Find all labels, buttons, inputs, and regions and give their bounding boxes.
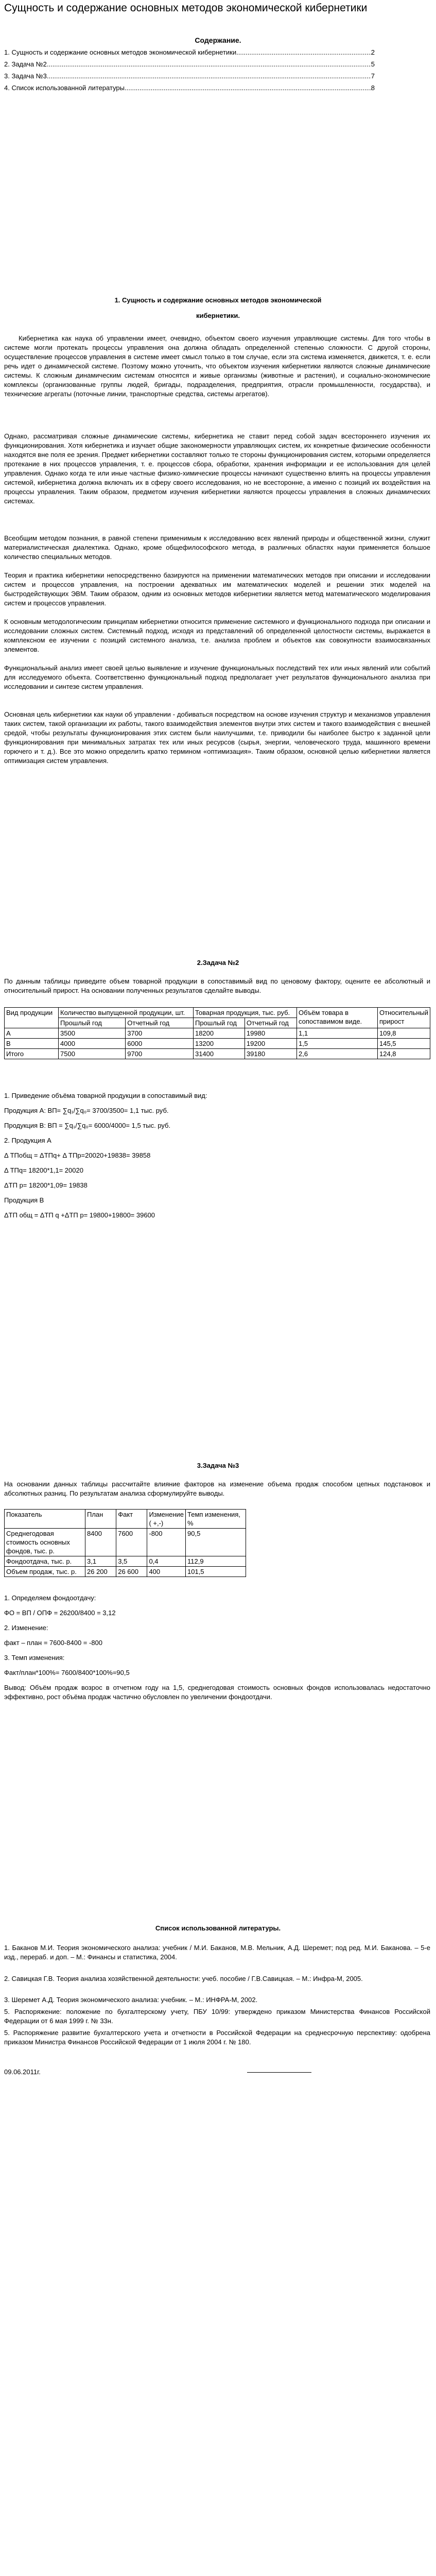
table-cell: 18200 [193,1028,245,1039]
table-cell: 3500 [59,1028,126,1039]
table-row [5,1049,430,1059]
table-header-cell: Вид продукции [5,1008,59,1028]
table-row [5,1039,430,1049]
section3-heading: 3.Задача №3 [197,1462,239,1469]
task3-table [4,1509,246,1577]
table-header-cell: Товарная продукция, тыс. руб. [193,1008,297,1018]
table-row [5,1028,430,1039]
table-header-cell: План [85,1510,116,1529]
section2-heading: 2.Задача №2 [197,959,239,967]
table-row [5,1529,246,1556]
toc-item-text: 3. Задача №3 [4,72,47,80]
toc-item-text: 1. Сущность и содержание основных методов экономической кибернетики [4,48,237,56]
table-cell: 1,1 [297,1028,378,1039]
table-header-cell: Факт [116,1510,147,1529]
section2-intro: По данным таблицы приведите объем товарной продукции в сопоставимый вид по ценовому фактору, оцените ее абсолютный и относительный прирост. На основании полученных результатов сделайте выводы. [4,977,430,994]
task2-line: Продукция В: ВП = ∑q₁/∑q₀= 6000/4000= 1,5 тыс. руб. [4,1122,171,1129]
toc-item-text: 4. Список использованной литературы [4,84,125,92]
toc-item-page: 5 [371,60,375,68]
table-cell: Среднегодовая стоимость основных фондов, тыс. р. [5,1529,85,1556]
table-header-cell: Изменение ( +,-) [147,1510,186,1529]
table-cell: А [5,1028,59,1039]
reference-item: 5. Распоряжение: положение по бухгалтерскому учету, ПБУ 10/99: утверждено приказом Министерства Финансов Российской Федерации от 6 мая 1999 г. № 33н. [4,2008,430,2025]
reference-item: 5. Распоряжение развитие бухгалтерского учета и отчетности в Российской Федерации на среднесрочную перспективу: одобрена приказом Министра Финансов Российской Федерации от 1 июля 2004 г. № 180. [4,2029,430,2046]
task2-line: Продукция В [4,1196,44,1204]
table-cell: -800 [147,1529,186,1556]
task3-line: Факт/план*100%= 7600/8400*100%=90,5 [4,1669,130,1676]
section1-paragraph: Однако, рассматривая сложные динамические системы, кибернетика не ставит перед собой задач всестороннего изучения их функционирования. Хотя кибернетика и изучает общие закономерности управляющих систем, их конкретные физические особенности находятся вне поля ее зрения. Предмет кибернетики составляют только те стороны функционирования систем, которыми определяется протекание в них процессов управления, т. е. процессов сбора, обработки, хранения информации и ее использования для целей управления. Однако когда те или иные частные физико-химические процессы начинают существенно влиять на процессы управления системой, кибернетика должна включать их в сферу своего исследования, но не всесторонне, а именно с позиций их воздействия на процессы управления. Таким образом, предметом изучения кибернетики являются процессы управления в сложных динамических системах. [4,432,430,505]
table-row [5,1567,246,1577]
table-cell: 109,8 [378,1028,430,1039]
task3-line: 1. Определяем фондоотдачу: [4,1594,96,1602]
section1-paragraph: Теория и практика кибернетики непосредственно базируются на применении математических методов при описании и исследовании систем и процессов управления, на построении адекватных им математических моделей и решении этих моделей на быстродействующих ЭВМ. Таким образом, одним из основных методов кибернетики является метод математического моделирования систем и процессов управления. [4,571,430,607]
table-header-cell: Отчетный год [245,1018,297,1028]
table-header-cell: Показатель [5,1510,85,1529]
table-header-cell: Отчетный год [126,1018,194,1028]
toc-item-page: 2 [371,48,375,56]
table-header-cell: Относительный прирост [378,1008,430,1028]
task2-line: ΔТП общ = ΔТП q +ΔТП р= 19800+19800= 39600 [4,1211,155,1219]
table-cell: Итого [5,1049,59,1059]
table-cell: 31400 [193,1049,245,1059]
table-cell: 7500 [59,1049,126,1059]
table-header-cell: Количество выпущенной продукции, шт. [59,1008,194,1018]
table-cell: 19200 [245,1039,297,1049]
table-cell: 3,1 [85,1556,116,1567]
toc-item-page: 7 [371,72,375,80]
table-header-cell: Прошлый год [193,1018,245,1028]
table-cell: Объем продаж, тыс. р. [5,1567,85,1577]
table-header-cell: Темп изменения, % [186,1510,246,1529]
task3-line: 2. Изменение: [4,1624,48,1632]
task3-line: факт – план = 7600-8400 = -800 [4,1639,103,1647]
document-date: 09.06.2011г. [4,2068,41,2076]
reference-item: 3. Шеремет А.Д. Теория экономического анализа: учебник. – М.: ИНФРА-М, 2002. [4,1996,258,2004]
document-title: Сущность и содержание основных методов экономической кибернетики [4,2,368,14]
table-cell: 19980 [245,1028,297,1039]
table-cell: Фондоотдача, тыс. р. [5,1556,85,1567]
table-cell: 90,5 [186,1529,246,1556]
table-cell: 4000 [59,1039,126,1049]
toc-item-text: 2. Задача №2 [4,60,47,68]
task2-table [4,1007,430,1059]
table-cell: 112,9 [186,1556,246,1567]
section1-paragraph: Кибернетика как наука об управлении имеет, очевидно, объектом своего изучения управляющие системы. Для того чтобы в системе могли протекать процессы управления она должна обладать определенной степенью сложности. С другой стороны, осуществление процессов управления в системе имеет смысл только в том случае, если эта система изменяется, движется, т. е. если речь идет о динамической системе. Поэтому можно уточнить, что объектом изучения кибернетики являются сложные динамические системы. К сложным динамическим системам относятся и живые организмы (животные и растения), и социально-экономические комплексы (организованные группы людей, бригады, подразделения, предприятия, отрасли промышленности, государства), и технические агрегаты (поточные линии, транспортные средства, системы агрегатов). [4,334,430,398]
table-cell: 9700 [126,1049,194,1059]
task2-line: 2. Продукция А [4,1137,51,1144]
section1-paragraph: Всеобщим методом познания, в равной степени применимым к исследованию всех явлений природы и общественной жизни, служит материалистическая диалектика. Однако, кроме общефилософского метода, в различных областях науки применяется большое количество специальных методов. [4,534,430,561]
section1-paragraph: Функциональный анализ имеет своей целью выявление и изучение функциональных последствий тех или иных явлений или событий для исследуемого объекта. Соответственно функциональный подход предполагает учет результатов функционального анализа при исследовании и синтезе систем управления. [4,664,430,690]
table-cell: 8400 [85,1529,116,1556]
table-cell: В [5,1039,59,1049]
section4-heading: Список использованной литературы. [155,1924,281,1932]
task2-line: Δ ТПобщ = ΔТПq+ Δ ТПр=20020+19838= 39858 [4,1151,151,1159]
table-cell: 26 200 [85,1567,116,1577]
table-cell: 0,4 [147,1556,186,1567]
task3-conclusion: Вывод: Объём продаж возрос в отчетном году на 1,5, среднегодовая стоимость основных фондов использовалась недостаточно эффективно, рост объёма продаж частично обусловлен по увеличении фондоотдачи. [4,1684,430,1701]
reference-item: 1. Баканов М.И. Теория экономического анализа: учебник / М.И. Баканов, М.В. Мельник, А.Д. Шеремет; под ред. М.И. Баканова. – 5-е изд., перераб. и доп. – М.: Финансы и статистика, 2004. [4,1944,430,1961]
table-cell: 3700 [126,1028,194,1039]
table-cell: 3,5 [116,1556,147,1567]
table-cell: 26 600 [116,1567,147,1577]
table-cell: 1,5 [297,1039,378,1049]
task2-line: Δ ТПq= 18200*1,1= 20020 [4,1166,83,1174]
table-cell: 2,6 [297,1049,378,1059]
table-header-cell: Объём товара в сопоставимом виде. [297,1008,378,1028]
task2-line: 1. Приведение объёма товарной продукции в сопоставимый вид: [4,1092,207,1099]
task2-line: ΔТП р= 18200*1,09= 19838 [4,1181,88,1189]
table-row [5,1556,246,1567]
toc-item [4,48,375,57]
task2-line: Продукция А: ВП= ∑q₁/∑q₀= 3700/3500= 1,1 тыс. руб. [4,1107,169,1114]
toc-heading: Содержание. [195,36,241,44]
signature-line [247,2072,311,2073]
table-header-cell: Прошлый год [59,1018,126,1028]
table-cell: 124,8 [378,1049,430,1059]
section1-heading: 1. Сущность и содержание основных методов экономической кибернетики. [114,296,322,319]
toc-item [4,72,375,81]
table-cell: 13200 [193,1039,245,1049]
toc-item-page: 8 [371,84,375,92]
section3-intro: На основании данных таблицы рассчитайте влияние факторов на изменение объема продаж способом цепных подстановок и абсолютных разниц. По результатам анализа сформулируйте выводы. [4,1480,430,1497]
table-cell: 6000 [126,1039,194,1049]
table-cell: 39180 [245,1049,297,1059]
section1-paragraph: К основным методологическим принципам кибернетики относится применение системного и функционального подхода при описании и исследовании сложных систем. Системный подход, исходя из представлений об определенной целостности системы, выражается в комплексном ее изучении с позиций системного анализа, т.е. анализа проблем и объектов как совокупности взаимосвязанных элементов. [4,618,430,653]
toc-item [4,60,375,69]
table-cell: 101,5 [186,1567,246,1577]
table-cell: 145,5 [378,1039,430,1049]
section1-paragraph: Основная цель кибернетики как науки об управлении - добиваться посредством на основе изучения структур и механизмов управления таких систем, такой организации их работы, такого взаимодействия элементов внутри этих систем и такого взаимодействия с внешней средой, чтобы результаты функционирования этих систем были наилучшими, т.е. приводили бы наиболее быстро к заданной цели функционирования при минимальных затратах тех или иных ресурсов (сырья, энергии, человеческого труда, машинного времени горючего и т. д.). Все это можно определить кратко термином «оптимизация». Таким образом, основной целью кибернетики является оптимизация систем управления. [4,710,430,765]
table-cell: 7600 [116,1529,147,1556]
toc-item [4,83,375,93]
task3-line: ФО = ВП / ОПФ = 26200/8400 = 3,12 [4,1609,116,1617]
task3-line: 3. Темп изменения: [4,1654,65,1662]
table-cell: 400 [147,1567,186,1577]
reference-item: 2. Савицкая Г.В. Теория анализа хозяйственной деятельности: учеб. пособие / Г.В.Савицкая. – М.: Инфра-М, 2005. [4,1975,363,1982]
